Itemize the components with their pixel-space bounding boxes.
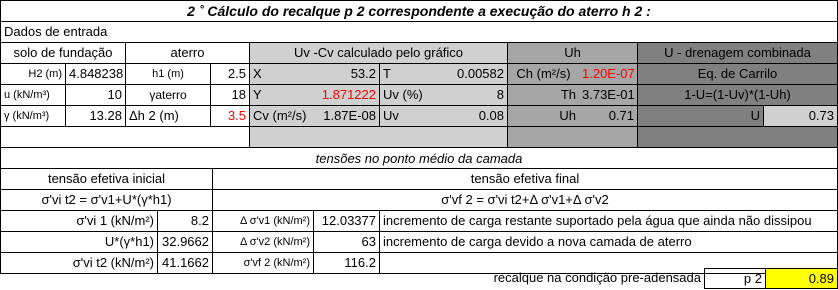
tensao-inicial-header[interactable]: tensão efetiva inicial: [0, 169, 213, 190]
u-value[interactable]: 10: [66, 85, 126, 106]
th-label[interactable]: Th: [508, 85, 579, 106]
header-u-drenagem[interactable]: U - drenagem combinada: [638, 43, 838, 64]
sigma-vi-t2-label[interactable]: σ'vi t2 (kN/m²): [0, 253, 158, 274]
x-label[interactable]: X: [250, 64, 316, 85]
h2-value[interactable]: 4.848238: [66, 64, 126, 85]
combined-formula[interactable]: 1-U=(1-Uv)*(1-Uh): [638, 85, 838, 106]
uv-percent-value[interactable]: 8: [430, 85, 508, 106]
title-cell[interactable]: 2 ˚ Cálculo do recalque p 2 correspondente a execução do aterro h 2 :: [0, 0, 838, 22]
uv-label[interactable]: Uv: [380, 106, 430, 127]
mid-title[interactable]: tensões no ponto médio da camada: [0, 147, 838, 169]
ch-label[interactable]: Ch (m²/s): [508, 64, 579, 85]
formula-inicial[interactable]: σ'vi t2 = σ'v1+U*(γ*h1): [0, 190, 213, 211]
sigma-vf2-label[interactable]: σ'vf 2 (kN/m²): [213, 253, 314, 274]
delta-sigma-v2-value[interactable]: 63: [314, 232, 380, 253]
h1-value[interactable]: 2.5: [211, 64, 250, 85]
empty-row-e[interactable]: [638, 127, 838, 148]
header-aterro[interactable]: aterro: [126, 43, 250, 64]
delta-h2-label[interactable]: Δh 2 (m): [126, 106, 211, 127]
header-solo[interactable]: solo de fundação: [0, 43, 126, 64]
x-value[interactable]: 53.2: [316, 64, 380, 85]
empty-row-b[interactable]: [126, 127, 250, 148]
delta-sigma-v1-label[interactable]: Δ σ'v1 (kN/m²): [213, 211, 314, 232]
h1-label[interactable]: h1 (m): [126, 64, 211, 85]
header-uh[interactable]: Uh: [508, 43, 638, 64]
delta-sigma-v1-value[interactable]: 12.03377: [314, 211, 380, 232]
empty-row-a[interactable]: [0, 127, 126, 148]
sigma-vf2-value[interactable]: 116.2: [314, 253, 380, 274]
uh-label[interactable]: Uh: [508, 106, 579, 127]
uv-value[interactable]: 0.08: [430, 106, 508, 127]
result-label[interactable]: recalque na condição pre-adensada: [493, 270, 701, 285]
h2-label[interactable]: H2 (m): [0, 64, 66, 85]
empty-row-c[interactable]: [250, 127, 508, 148]
result-p-value[interactable]: 0.89: [766, 268, 838, 289]
u-gamma-h1-value[interactable]: 32.9662: [158, 232, 213, 253]
u-combined-value[interactable]: 0.73: [764, 106, 838, 127]
header-uv-cv[interactable]: Uv -Cv calculado pelo gráfico: [250, 43, 508, 64]
u-gamma-h1-label[interactable]: U*(γ*h1): [0, 232, 158, 253]
uh-value[interactable]: 0.71: [579, 106, 638, 127]
y-label[interactable]: Y: [250, 85, 316, 106]
section-input-label[interactable]: Dados de entrada: [0, 22, 838, 43]
formula-final[interactable]: σ'vf 2 = σ'vi t2+Δ σ'v1+Δ σ'v2: [213, 190, 838, 211]
delta-sigma-v1-desc[interactable]: incremento de carga restante suportado pela água que ainda não dissipou: [380, 211, 838, 232]
gamma-label[interactable]: γ (kN/m³): [0, 106, 66, 127]
gamma-aterro-label[interactable]: γaterro: [126, 85, 211, 106]
result-p-label[interactable]: p 2: [704, 268, 766, 289]
delta-sigma-v2-desc[interactable]: incremento de carga devido a nova camada de aterro: [380, 232, 838, 253]
sigma-vi-t2-value[interactable]: 41.1662: [158, 253, 213, 274]
t-label[interactable]: T: [380, 64, 430, 85]
cv-label[interactable]: Cv (m²/s): [250, 106, 316, 127]
tensao-final-header[interactable]: tensão efetiva final: [213, 169, 838, 190]
y-value[interactable]: 1.871222: [316, 85, 380, 106]
cv-value[interactable]: 1.87E-08: [316, 106, 380, 127]
carrilo-equation[interactable]: Eq. de Carrilo: [638, 64, 838, 85]
u-combined-label[interactable]: U: [638, 106, 764, 127]
gamma-aterro-value[interactable]: 18: [211, 85, 250, 106]
gamma-value[interactable]: 13.28: [66, 106, 126, 127]
th-value[interactable]: 3.73E-01: [579, 85, 638, 106]
t-value[interactable]: 0.00582: [430, 64, 508, 85]
delta-sigma-v2-label[interactable]: Δ σ'v2 (kN/m²): [213, 232, 314, 253]
sigma-vi1-label[interactable]: σ'vi 1 (kN/m²): [0, 211, 158, 232]
empty-row-d[interactable]: [508, 127, 638, 148]
uv-percent-label[interactable]: Uv (%): [380, 85, 430, 106]
ch-value[interactable]: 1.20E-07: [579, 64, 638, 85]
u-label[interactable]: u (kN/m³): [0, 85, 66, 106]
sigma-vi1-value[interactable]: 8.2: [158, 211, 213, 232]
delta-h2-value[interactable]: 3.5: [211, 106, 250, 127]
